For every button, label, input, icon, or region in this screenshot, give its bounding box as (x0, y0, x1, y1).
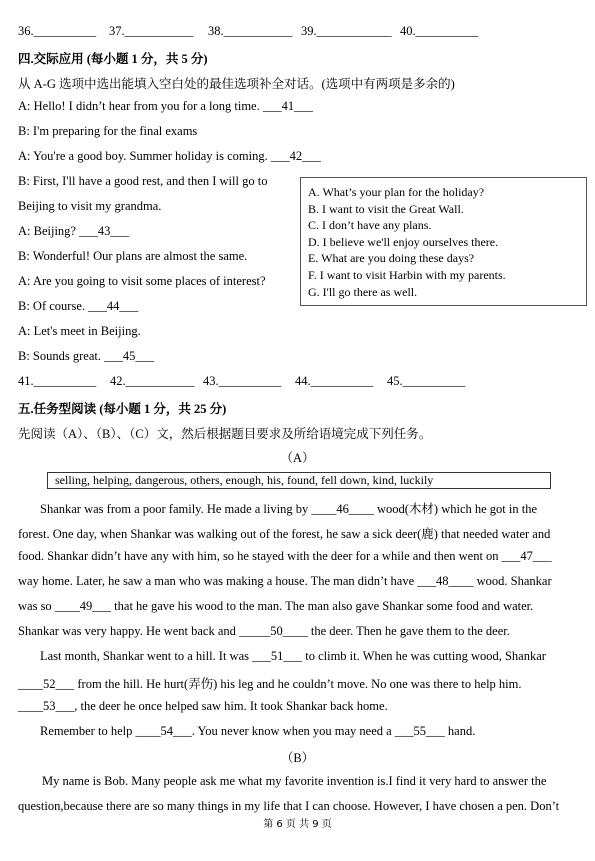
answer-blank-39: 39.____________ (301, 24, 392, 38)
passage-a-line: Remember to help ____54___. You never know when you may need a ___55___ hand. (40, 724, 476, 738)
option-d: D. I believe we'll enjoy ourselves there. (308, 234, 499, 249)
passage-a-line: Last month, Shankar went to a hill. It was ___51___ to climb it. When he was cutting wood, Shankar (40, 649, 546, 663)
passage-b-label: （B） (280, 751, 315, 765)
section-5-title: 五.任务型阅读 (每小题 1 分，共 25 分) (18, 402, 227, 416)
section-4-instruction: 从 A-G 选项中选出能填入空白处的最佳选项补全对话。(选项中有两项是多余的) (18, 77, 455, 91)
page-footer: 第 6 页 共 9 页 (263, 819, 332, 830)
dialogue-line: B: I'm preparing for the final exams (18, 124, 198, 138)
passage-a-line: ____53___, the deer he once helped saw him. It took Shankar back home. (18, 699, 388, 713)
passage-a-line: Shankar was very happy. He went back and _____50____ the deer. Then he gave them to the deer. (18, 624, 510, 638)
dialogue-line: A: You're a good boy. Summer holiday is coming. ___42___ (18, 149, 321, 163)
dialogue-line: B: Sounds great. ___45___ (18, 349, 155, 363)
word-bank: selling, helping, dangerous, others, enough, his, found, fell down, kind, luckily (47, 472, 551, 489)
dialogue-line: A: Hello! I didn’t hear from you for a long time. ___41___ (18, 99, 313, 113)
dialogue-line: Beijing to visit my grandma. (18, 199, 162, 213)
answer-blank-41: 41.__________ (18, 374, 97, 388)
answer-blank-43: 43.__________ (203, 374, 282, 388)
answer-blank-40: 40.__________ (400, 24, 479, 38)
option-e: E. What are you doing these days? (308, 251, 475, 266)
dialogue-line: A: Beijing? ___43___ (18, 224, 130, 238)
passage-a-line: ____52___ from the hill. He hurt(弄伤) his leg and he couldn’t move. No one was there to help him. (18, 677, 522, 691)
passage-a-line: was so ____49___ that he gave his wood to the man. The man also gave Shankar some food and water. (18, 599, 534, 613)
answer-blank-44: 44.__________ (295, 374, 374, 388)
option-g: G. I'll go there as well. (308, 284, 418, 299)
answer-blank-37: 37.___________ (109, 24, 194, 38)
passage-a-line: forest. One day, when Shankar was walking out of the forest, he saw a sick deer(鹿) that needed water and (18, 527, 551, 541)
answer-blank-36: 36.__________ (18, 24, 97, 38)
passage-a-line: way home. Later, he saw a man who was making a house. The man didn’t have ___48____ wood. Shankar (18, 574, 552, 588)
section-4-title: 四.交际应用 (每小题 1 分，共 5 分) (18, 52, 208, 66)
passage-a-line: food. Shankar didn’t have any with him, so he stayed with the deer for a while and then went on ___47___ (18, 549, 552, 563)
dialogue-line: B: Wonderful! Our plans are almost the same. (18, 249, 248, 263)
options-box (300, 177, 587, 306)
answer-blank-38: 38.___________ (208, 24, 293, 38)
passage-a-line: Shankar was from a poor family. He made a living by ____46____ wood(木材) which he got in the (40, 502, 538, 516)
dialogue-line: B: First, I'll have a good rest, and then I will go to (18, 174, 268, 188)
passage-a-label: （A） (280, 451, 315, 465)
dialogue-line: A: Are you going to visit some places of interest? (18, 274, 266, 288)
passage-b-line: question,because there are so many things in my life that I can choose. However, I have chosen a pen. Don’t (18, 799, 560, 813)
section-5-instruction: 先阅读（A）、（B）、（C）文，然后根据题目要求及所给语境完成下列任务。 (18, 427, 432, 441)
option-c: C. I don’t have any plans. (308, 218, 432, 233)
passage-b-line: My name is Bob. Many people ask me what my favorite invention is.I find it very hard to answer the (42, 774, 547, 788)
option-a: A. What’s your plan for the holiday? (308, 185, 485, 199)
dialogue-line: A: Let's meet in Beijing. (18, 324, 141, 338)
option-b: B. I want to visit the Great Wall. (308, 201, 464, 216)
option-f: F. I want to visit Harbin with my parents. (308, 267, 506, 282)
answer-blank-42: 42.___________ (110, 374, 195, 388)
answer-blank-45: 45.__________ (387, 374, 466, 388)
dialogue-line: B: Of course. ___44___ (18, 299, 139, 313)
